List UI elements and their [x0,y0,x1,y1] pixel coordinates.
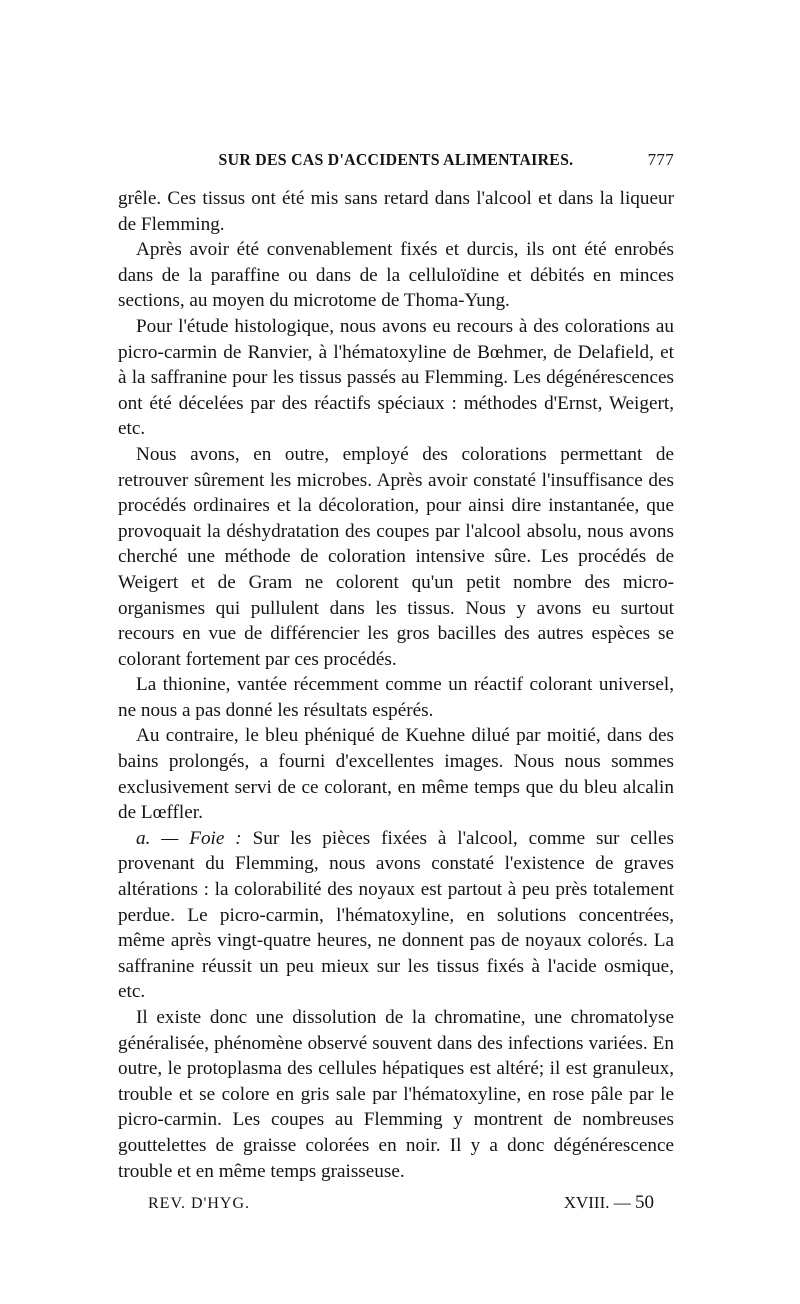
document-page [118,150,674,1214]
page-footer [118,1192,674,1214]
paragraph-kuehne: Au contraire, le bleu phéniqué de Kuehne dilué par moitié, dans des bains prolongés, a fourni d'excellentes images. Nous nous sommes exclusivement servi de ce colorant, en même temps que du bleu alcalin de Lœffler. [118,725,674,824]
body-text [118,186,674,1184]
signature-number: 50 [635,1192,654,1214]
volume-number: XVIII. — [563,1193,631,1213]
paragraph-microbes: Nous avons, en outre, employé des colorations permettant de retrouver sûrement les microbes. Après avoir constaté l'insuffisance des procédés ordinaires et la décoloration, pour ainsi dire instantanée, que provoquait la déshydratation des coupes par l'alcool absolu, nous avons cherché une méthode de coloration intensive sûre. Les procédés de Weigert et de Gram ne colorent qu'un petit nombre des micro-organismes qui pullulent dans les tissus. Nous y avons eu surtout recours en vue de différencier les gros bacilles des autres espèces se colorant fortement par ces procédés. [118,443,674,670]
signature-mark [474,1192,674,1214]
paragraph-thionine: La thionine, vantée récemment comme un réactif colorant universel, ne nous a pas donné les résultats espérés. [118,674,674,721]
running-title: SUR DES CAS D'ACCIDENTS ALIMENTAIRES. [218,150,574,169]
page-header [118,150,674,186]
paragraph-foie-text: Sur les pièces fixées à l'alcool, comme sur celles provenant du Flemming, nous avons constaté l'existence de graves altérations : la colorabilité des noyaux est partout à peu près totalement perdue. Le picro-carmin, l'hématoxyline, en solutions concentrées, même après vingt-quatre heures, ne donnent pas de noyaux colorés. La saffranine réussit un peu mieux sur les tissus fixés à l'acide osmique, etc. [118,827,674,1003]
paragraph-continuation: grêle. Ces tissus ont été mis sans retard dans l'alcool et dans la liqueur de Flemming. [118,188,674,235]
paragraph-fixation: Après avoir été convenablement fixés et durcis, ils ont été enrobés dans de la paraffine ou dans de la celluloïdine et débités en minces sections, au moyen du microtome de Thoma-Yung. [118,239,674,312]
paragraph-histology: Pour l'étude histologique, nous avons eu recours à des colorations au picro-carmin de Ranvier, à l'hématoxyline de Bœhmer, de Delafield, et à la saffranine pour les tissus passés au Flemming. Les dégénérescences ont été décelées par des réactifs spéciaux : méthodes d'Ernst, Weigert, etc. [118,315,674,440]
section-label-foie: a. — Foie : [136,827,242,849]
paragraph-chromatolyse: Il existe donc une dissolution de la chromatine, une chromatolyse généralisée, phénomène observé souvent dans des infections variées. En outre, le protoplasma des cellules hépatiques est altéré; il est granuleux, trouble et se colore en gris sale par l'hématoxyline, en rose pâle par le picro-carmin. Les coupes au Flemming y montrent de nombreuses gouttelettes de graisse colorées en noir. Il y a donc dégénérescence trouble et en même temps graisseuse. [118,1007,674,1182]
journal-abbreviation: REV. D'HYG. [148,1195,251,1213]
paragraph-foie [118,826,674,1005]
page-number: 777 [647,150,674,169]
